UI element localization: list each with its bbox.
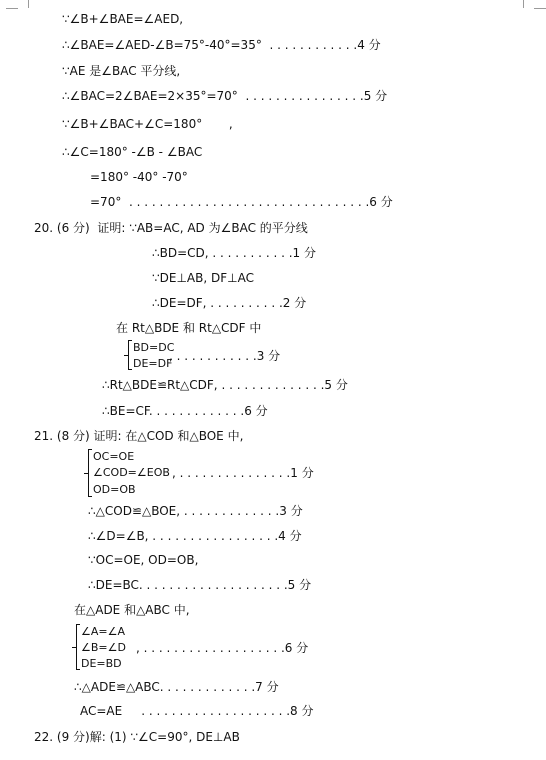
text-line: ∴DE=BC. . . . . . . . . . . . . . . . . . . .5 分 [88,578,312,592]
system-brace [76,624,77,670]
text-line: ∴DE=DF, . . . . . . . . . .2 分 [152,296,307,310]
crop-mark-top-left-h [6,8,18,9]
text-line: ∴Rt△BDE≌Rt△CDF, . . . . . . . . . . . . . .5 分 [102,378,348,392]
crop-mark-top-right-h [534,8,546,9]
text-line: ∵∠B+∠BAE=∠AED, [62,12,184,26]
text-line: ∵OC=OE, OD=OB, [88,553,199,567]
text-line: , . . . . . . . . . . . . . . . . . . .6 分 [136,641,309,655]
text-line: ∴∠C=180° -∠B - ∠BAC [62,145,203,159]
text-line: =70° . . . . . . . . . . . . . . . . . . . . . . . . . . . . . . . .6 分 [90,195,393,209]
text-line: ∴∠D=∠B, . . . . . . . . . . . . . . . . .4 分 [88,529,302,543]
crop-mark-top-right [523,0,534,8]
system-equation: ∠B=∠D [81,641,126,654]
question-21-heading: 21. (8 分) 证明: 在△COD 和△BOE 中, [34,429,244,443]
system-brace [88,449,89,497]
text-line: =180° -40° -70° [90,170,188,184]
system-equation: DE=BD [81,657,122,670]
text-line: ∴△COD≌△BOE, . . . . . . . . . . . . .3 分 [88,504,303,518]
text-line: ∴∠BAE=∠AED-∠B=75°-40°=35° . . . . . . . . . . . .4 分 [62,38,381,52]
question-20-heading: 20. (6 分) 证明: ∵AB=AC, AD 为∠BAC 的平分线 [34,221,308,235]
text-line: , . . . . . . . . . . . . . . .1 分 [172,466,314,480]
system-equation: DE=DF [133,357,173,370]
text-line: ∴△ADE≌△ABC. . . . . . . . . . . . .7 分 [74,680,279,694]
text-line: 在 Rt△BDE 和 Rt△CDF 中 [116,321,262,335]
system-equation: ∠A=∠A [81,625,125,638]
system-equation: ∠COD=∠EOB [93,466,170,479]
system-equation: OC=OE [93,450,135,463]
text-line: 在△ADE 和△ABC 中, [74,603,190,617]
text-line: ∵∠B+∠BAC+∠C=180° , [62,117,233,131]
crop-mark-top-left [18,0,29,8]
system-brace [128,340,129,370]
text-line: , . . . . . . . . . . .3 分 [169,349,281,363]
text-line: ∵DE⊥AB, DF⊥AC [152,271,254,285]
text-line: ∴∠BAC=2∠BAE=2×35°=70° . . . . . . . . . . . . . . . .5 分 [62,89,388,103]
text-line: ∴BD=CD, . . . . . . . . . . .1 分 [152,246,316,260]
text-line: AC=AE . . . . . . . . . . . . . . . . . . . .8 分 [80,704,314,718]
text-line: ∴BE=CF. . . . . . . . . . . . .6 分 [102,404,268,418]
system-equation: BD=DC [133,341,175,354]
system-equation: OD=OB [93,483,136,496]
text-line: ∵AE 是∠BAC 平分线, [62,64,181,78]
question-22-heading: 22. (9 分)解: (1) ∵∠C=90°, DE⊥AB [34,730,240,744]
